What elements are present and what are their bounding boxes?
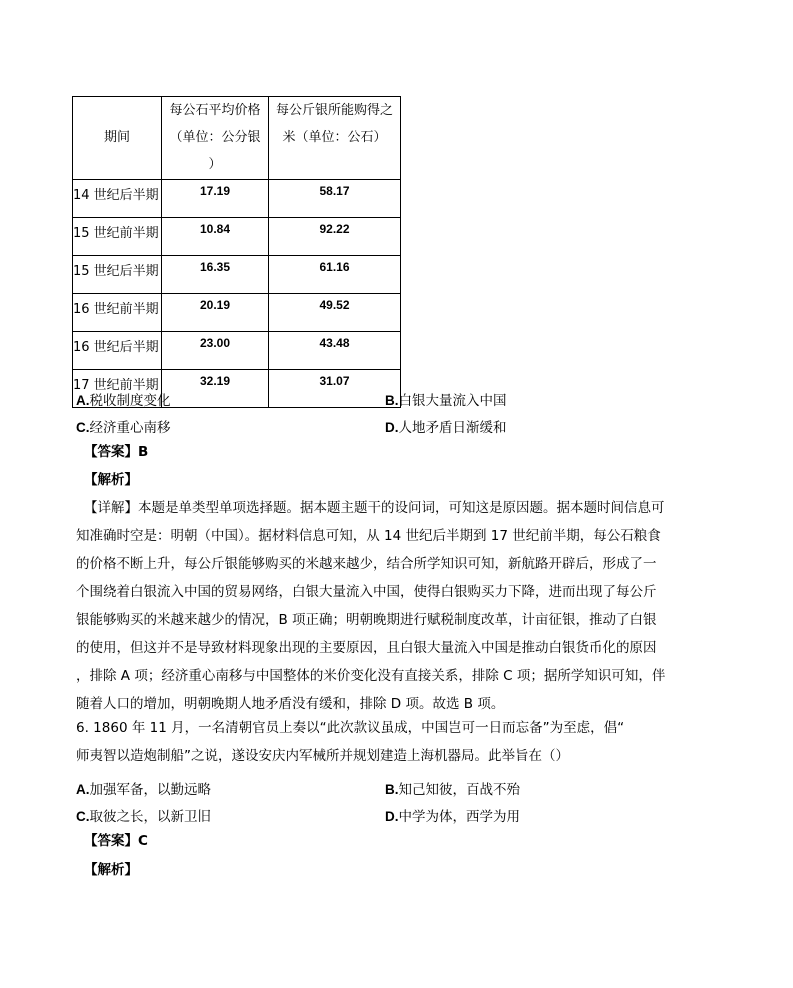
q5-option-a[interactable]: A.税收制度变化 bbox=[76, 393, 171, 409]
period-cell: 15 世纪后半期 bbox=[73, 256, 162, 294]
rice-cell: 58.17 bbox=[269, 180, 401, 218]
q6-option-b[interactable]: B.知己知彼，百战不殆 bbox=[385, 782, 520, 798]
table-row bbox=[73, 218, 401, 256]
price-cell: 20.19 bbox=[162, 294, 269, 332]
q5-analysis-heading: 【解析】 bbox=[84, 472, 138, 488]
period-cell: 15 世纪前半期 bbox=[73, 218, 162, 256]
q6-answer: 【答案】C bbox=[84, 833, 148, 849]
q6-stem-line: 6. 1860 年 11 月，一名清朝官员上奏以“此次款议虽成，中国岂可一日而忘备”为至虑，倡“ bbox=[76, 720, 625, 736]
q5-detail-line: 随着人口的增加，明朝晚期人地矛盾没有缓和，排除 D 项。故选 B 项。 bbox=[76, 696, 505, 712]
q6-option-d[interactable]: D.中学为体，西学为用 bbox=[385, 809, 520, 825]
header-average-price: 每公石平均价格 （单位：公分银 ） bbox=[162, 97, 269, 180]
q5-detail-line: 个围绕着白银流入中国的贸易网络，白银大量流入中国，使得白银购买力下降，进而出现了每公斤 bbox=[76, 584, 657, 600]
q6-analysis-heading: 【解析】 bbox=[84, 862, 138, 878]
rice-cell: 92.22 bbox=[269, 218, 401, 256]
period-cell: 14 世纪后半期 bbox=[73, 180, 162, 218]
q5-detail-line: 的使用，但这并不是导致材料现象出现的主要原因，且白银大量流入中国是推动白银货币化的原因 bbox=[76, 640, 657, 656]
header-rice-per-silver: 每公斤银所能购得之 米（单位：公石） bbox=[269, 97, 401, 180]
table-row bbox=[73, 332, 401, 370]
rice-cell: 61.16 bbox=[269, 256, 401, 294]
q5-answer: 【答案】B bbox=[84, 444, 149, 460]
period-cell: 16 世纪后半期 bbox=[73, 332, 162, 370]
table-row bbox=[73, 294, 401, 332]
q6-stem-line: 师夷智以造炮制船”之说，遂设安庆内军械所并规划建造上海机器局。此举旨在（） bbox=[76, 748, 569, 764]
q5-option-b[interactable]: B.白银大量流入中国 bbox=[385, 393, 507, 409]
period-cell: 17 世纪前半期 bbox=[73, 370, 162, 408]
price-cell: 10.84 bbox=[162, 218, 269, 256]
table-header-row bbox=[73, 97, 401, 180]
price-cell: 17.19 bbox=[162, 180, 269, 218]
q5-option-c[interactable]: C.经济重心南移 bbox=[76, 420, 171, 436]
price-table bbox=[72, 96, 401, 408]
rice-cell: 49.52 bbox=[269, 294, 401, 332]
q5-detail-line: 的价格不断上升，每公斤银能够购买的米越来越少，结合所学知识可知，新航路开辟后，形成了一 bbox=[76, 556, 657, 572]
q5-detail-line: ，排除 A 项；经济重心南移与中国整体的米价变化没有直接关系，排除 C 项；据所学知识可知，伴 bbox=[76, 668, 666, 684]
table-row bbox=[73, 180, 401, 218]
period-cell: 16 世纪前半期 bbox=[73, 294, 162, 332]
q5-option-d[interactable]: D.人地矛盾日渐缓和 bbox=[385, 420, 507, 436]
rice-cell: 43.48 bbox=[269, 332, 401, 370]
price-cell: 32.19 bbox=[162, 370, 269, 408]
price-cell: 16.35 bbox=[162, 256, 269, 294]
q5-detail-line: 【详解】本题是单类型单项选择题。据本题主题干的设问词，可知这是原因题。据本题时间信息可 bbox=[84, 500, 665, 516]
header-period: 期间 bbox=[73, 97, 162, 180]
price-cell: 23.00 bbox=[162, 332, 269, 370]
q5-detail-line: 银能够购买的米越来越少的情况，B 项正确；明朝晚期进行赋税制度改革，计亩征银，推动了白银 bbox=[76, 612, 657, 628]
q6-option-a[interactable]: A.加强军备，以勤远略 bbox=[76, 782, 211, 798]
rice-cell: 31.07 bbox=[269, 370, 401, 408]
q5-detail-line: 知准确时空是：明朝（中国）。据材料信息可知，从 14 世纪后半期到 17 世纪前半期，每公石粮食 bbox=[76, 528, 661, 544]
table-row bbox=[73, 256, 401, 294]
q6-option-c[interactable]: C.取彼之长，以新卫旧 bbox=[76, 809, 211, 825]
